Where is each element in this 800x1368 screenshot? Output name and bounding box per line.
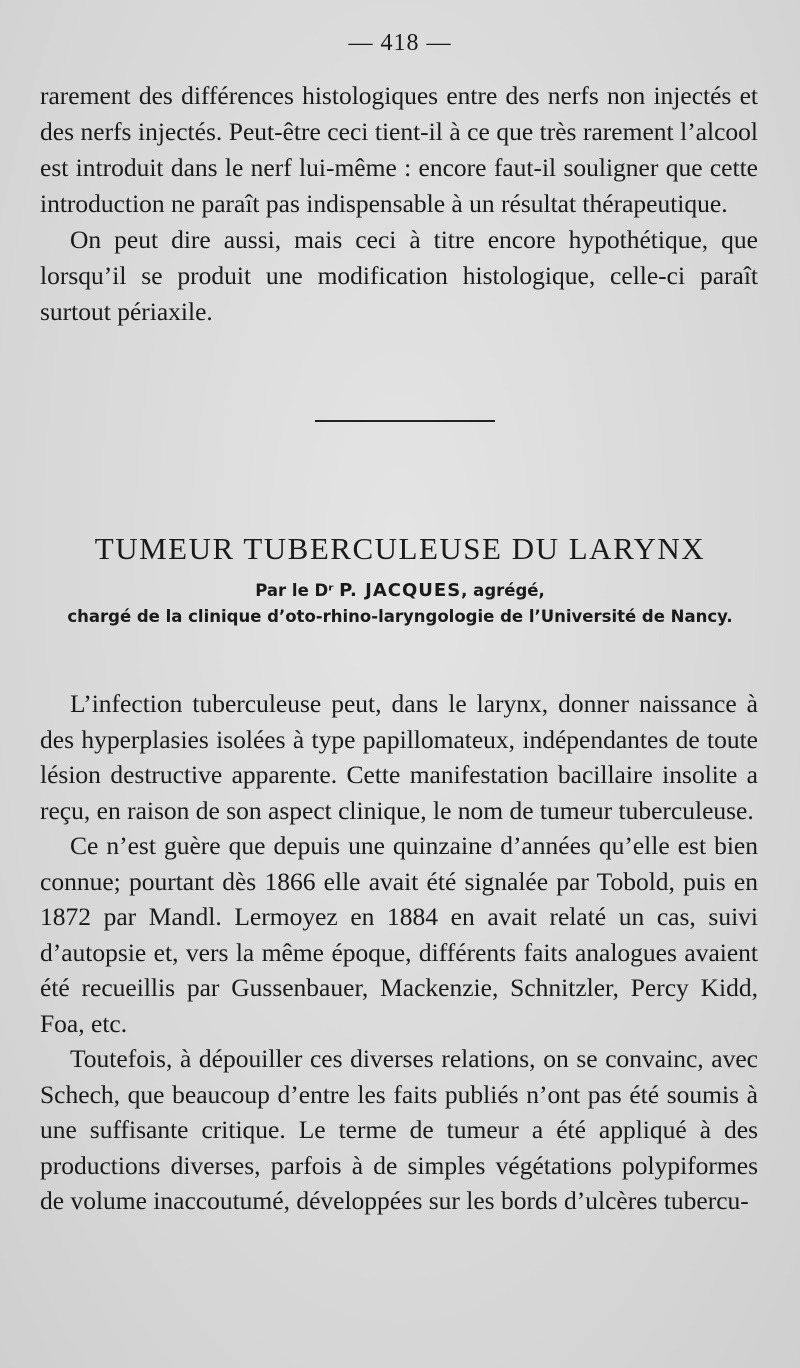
paragraph: Ce n’est guère que depuis une quinzaine d’années qu’elle est bien connue; pourtant dès 1866 elle avait été signalée par Tobold, puis en 1872 par Mandl. Lermoyez en 1884 en avait relaté un cas, suivi d’autopsie et, vers la même époque, différents faits analogues avaient été recueillis par Gussenbauer, Mackenzie, Schnitzler, Percy Kidd, Foa, etc. bbox=[40, 831, 758, 1038]
paragraph: L’infection tuberculeuse peut, dans le larynx, donner naissance à des hyperplasies isolées à type papillomateux, indépendantes de toute lésion destructive apparente. Cette manifestation bacillaire insolite a reçu, en raison de son aspect clinique, le nom de tumeur tuberculeuse. bbox=[40, 689, 758, 825]
paragraph: rarement des différences histologiques entre des nerfs non injectés et des nerfs injectés. Peut-être ceci tient-il à ce que très rarement l’alcool est introduit dans le nerf lui-même : encore faut-il souligner que cette introduction ne paraît pas indispensable à un résultat thérapeutique. bbox=[40, 81, 758, 218]
previous-article-text bbox=[40, 78, 758, 330]
byline bbox=[0, 578, 800, 630]
byline-suffix: , agrégé, bbox=[461, 581, 545, 600]
page-number: — 418 — bbox=[348, 30, 452, 56]
paragraph: On peut dire aussi, mais ceci à titre encore hypothétique, que lorsqu’il se produit une modification histologique, celle-ci paraît surtout périaxile. bbox=[40, 225, 758, 326]
byline-prefix: Par le Dʳ bbox=[255, 581, 340, 600]
author-line bbox=[0, 578, 800, 604]
section-divider bbox=[315, 420, 495, 422]
article-body bbox=[40, 686, 758, 1219]
article-title: TUMEUR TUBERCULEUSE DU LARYNX bbox=[94, 530, 706, 566]
author-affiliation: chargé de la clinique d’oto-rhino-laryngologie de l’Université de Nancy. bbox=[67, 607, 733, 626]
author-name: P. JACQUES bbox=[339, 580, 462, 601]
paragraph: Toutefois, à dépouiller ces diverses relations, on se convainc, avec Schech, que beaucoup d’entre les faits publiés n’ont pas été soumis à une suffisante critique. Le terme de tumeur a été appliqué à des productions diverses, parfois à de simples végétations polypiformes de volume inaccoutumé, développées sur les bords d’ulcères tubercu- bbox=[40, 1044, 758, 1215]
